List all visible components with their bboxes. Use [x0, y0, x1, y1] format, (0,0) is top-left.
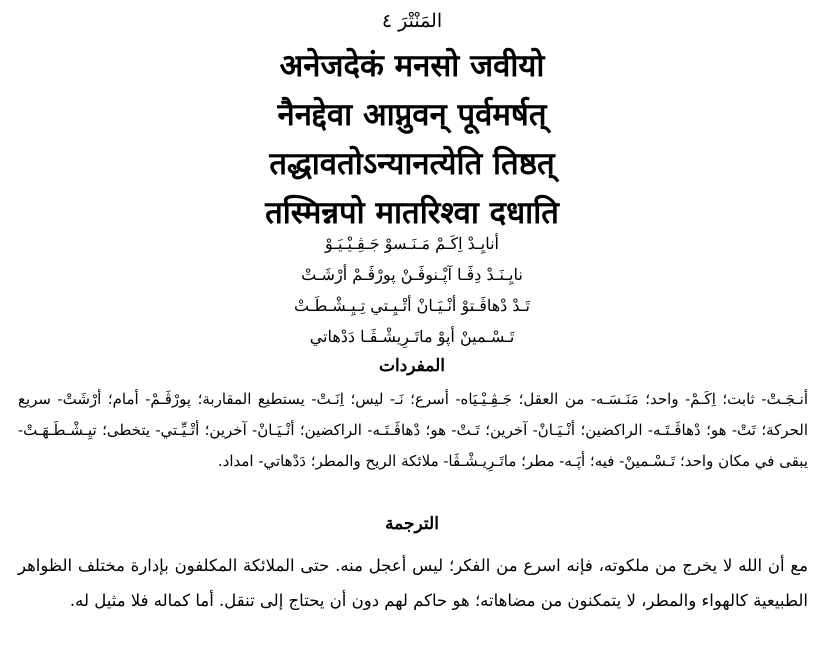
sanskrit-line: अनेजदेकं मनसो जवीयो [279, 48, 545, 84]
vocabulary-text: أنـجَـتْ- ثابت؛ اِكَـمْ- واحد؛ مَنَـسَـه- من العقل؛ جَـڤِـيْـيَاه- أسرع؛ نَـ- ليس؛ اِنَـتْ- يستطيع المقاربة؛ پورْڤَـمْ- أمام؛ أرْشَتْ- سريع الحركة؛ تَتْ- هو؛ دْهاڤَـتَـه- الراكضين؛ أنْـيَـانْ- آخرين؛ تَـتْ- هو؛ دْهاڤَـتَـه- الراكضين؛ أنْـيَـانْ- آخرين؛ أتْـيِّـتي- يتخطى؛ تيِـشْـطَـهَـتْ- يبقى في مكان واحد؛ تَـسْـمينْ- فيه؛ أپَـه- مطر؛ ماتَـرِيـشْـڤَا- ملائكة الريح والمطر؛ دَدْهاتي- امداد. [18, 390, 808, 470]
vocabulary-heading: المفردات [378, 356, 445, 376]
sanskrit-line: नैनद्देवा आप्नुवन् पूर्वमर्षत् [277, 97, 547, 133]
mantra-number-heading: المَنْتْرَ ٤ [381, 10, 443, 32]
transliteration-line: تَـسْـمينْ أپوْ ماتَـرِيشْـڤَـا دَدْهاتي [309, 327, 515, 346]
transliteration-line: تَـدْ دْهاڤَـتوْ أنْـيَـانْ أتْـيِـتي تِـيِـشْـطَـتْ [294, 296, 530, 315]
sanskrit-line: तस्मिन्नपो मातरिश्वा दधाति [265, 195, 559, 231]
transliteration-line: أنايِـدْ اِكَـمْ مَـنَـسوْ جَـڤِـيْـيَـوْ [325, 234, 499, 253]
transliteration-verse [0, 228, 824, 352]
transliteration-line: نايِـنَـدْ دِڤَـا آپْـنوڤَـنْ پورْڤَـمْ أرْشَـتْ [301, 265, 523, 284]
translation-heading: الترجمة [385, 514, 439, 534]
sanskrit-verse [0, 42, 824, 238]
translation-text: مع أن الله لا يخرج من ملكوته، فإنه اسرع من الفكر؛ ليس أعجل منه. حتى الملائكة المكلفون بإدارة مختلف الظواهر الطبيعية كالهواء والمطر، لا يتمكنون من مضاهاته؛ هو حاكم لهم دون أن يحتاج إلى تنقل. أما كماله فلا مثيل له. [18, 556, 808, 610]
sanskrit-line: तद्धावतोऽन्यानत्येति तिष्ठत् [269, 146, 555, 182]
